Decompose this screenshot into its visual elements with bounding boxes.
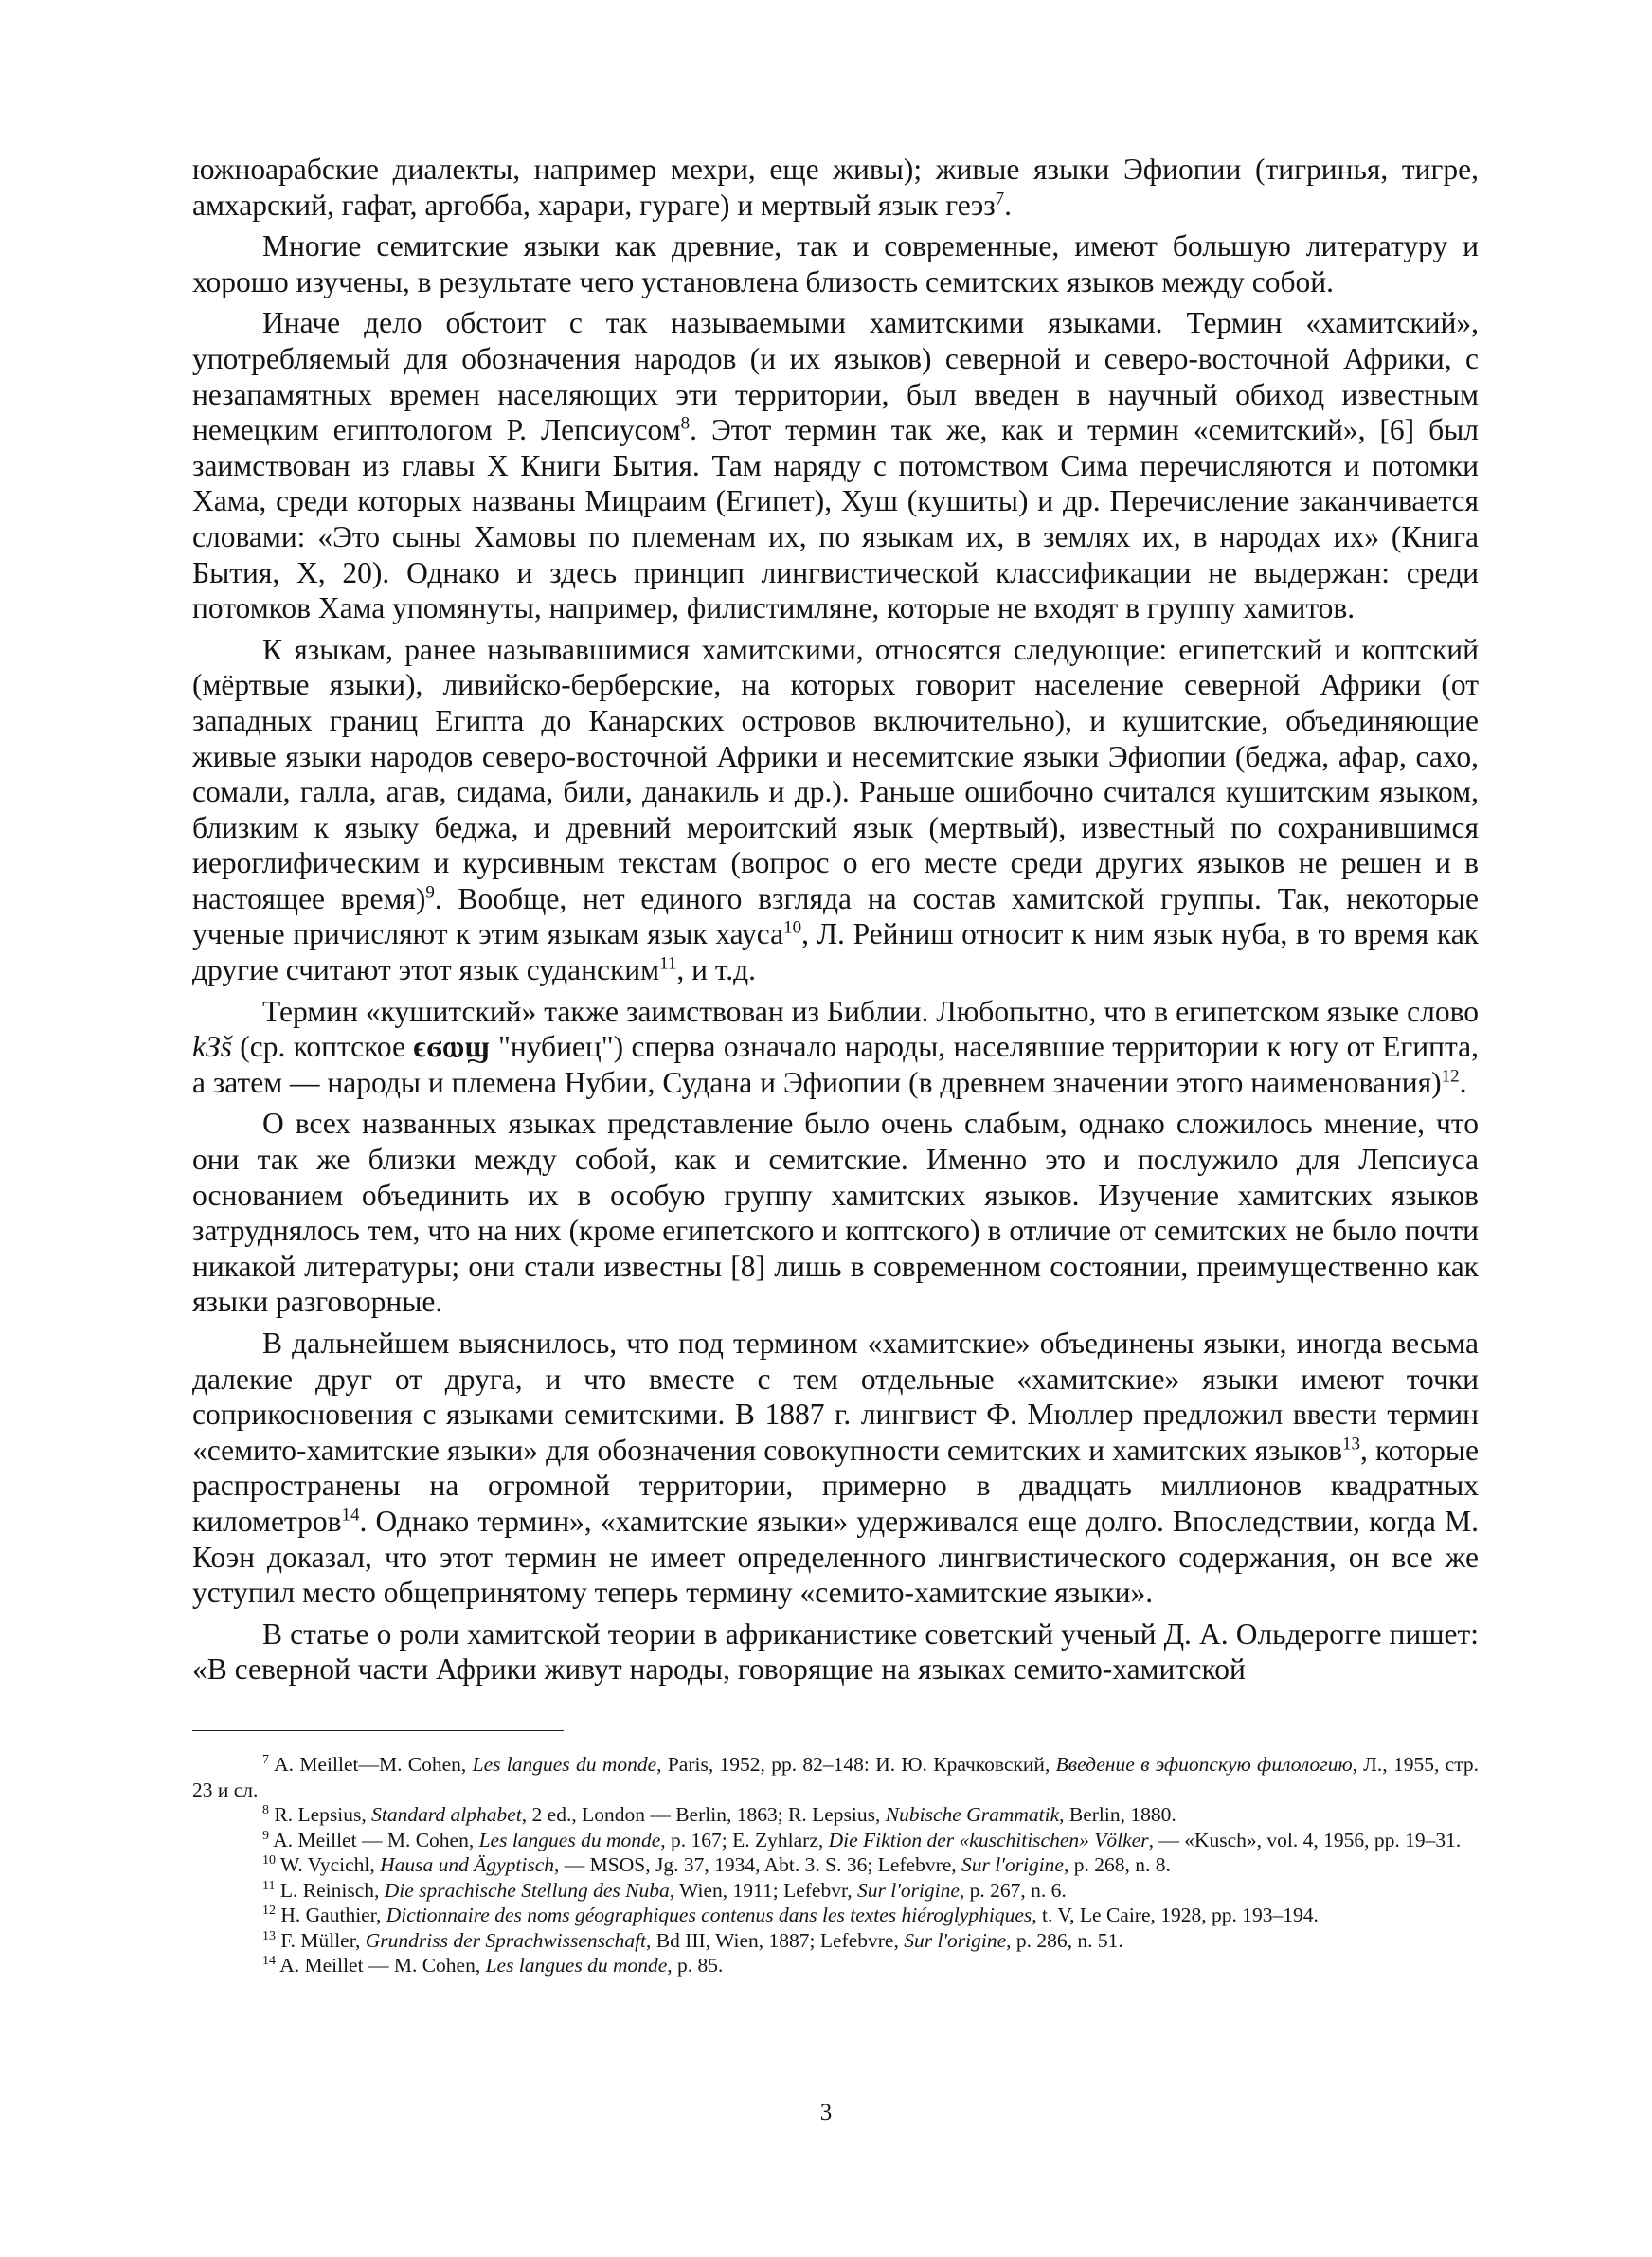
paragraph: В дальнейшем выяснилось, что под термином «хамитские» объединены языки, иногда весьма далекие друг от друга, и что вместе с тем отдельные «хамитские» языки имеют точки соприкосновения с языками семитскими. В 1887 г. лингвист Ф. Мюллер предложил ввести термин «семито-хамитские языки» для обозначения совокупности семитских и хамитских языков$^{13}$, которые распространены на огромной территории, примерно в двадцать миллионов квадратных километров$^{14}$. Однако термин», «хамитские языки» удерживался еще долго. Впоследствии, когда М. Коэн доказал, что этот термин не имеет определенного лингвистического содержания, он все же уступил место общепринятому теперь термину «семито-хамитские языки». (192, 1327, 1479, 1610)
footnotes (192, 1752, 1479, 1978)
footnote: $^9$ A. Meillet — M. Cohen, Les langues du monde, p. 167; E. Zyhlarz, Die Fiktion der «kuschitischen» Völker, — «Kusch», vol. 4, 1956, pp. 19–31. (262, 1828, 1462, 1851)
footnote-number: 10 (262, 1852, 276, 1868)
footnote-number: 8 (262, 1802, 269, 1817)
paragraph: Термин «кушитский» также заимствован из Библии. Любопытно, что в египетском языке слово kЗš (ср. коптское ϵϭⲱϣ "нубиец") сперва означало народы, населявшие территории к югу от Египта, а затем — народы и племена Нубии, Судана и Эфиопии (в древнем значении этого наименования)$^{12}$. (192, 994, 1480, 1099)
footnote-number: 12 (262, 1903, 276, 1918)
transliteration: kЗš (192, 1030, 232, 1064)
footnote-number: 7 (262, 1752, 269, 1767)
footnote-ref[interactable]: 7 (995, 189, 1005, 209)
paragraph: Иначе дело обстоит с так называемыми хамитскими языками. Термин «хамитский», употребляемый для обозначения народов (и их языков) северной и северо-восточной Африки, с незапамятных времен населяющих эти территории, был введен в научный обиход известным немецким египтологом Р. Лепсиусом$^8$. Этот термин так же, как и термин «семитский», [6] был заимствован из главы X Книги Бытия. Там наряду с потомством Сима перечисляются и потомки Хама, среди которых названы Мицраим (Египет), Хуш (кушиты) и др. Перечисление заканчивается словами: «Это сыны Хамовы по племенам их, по языкам их, в землях их, в народах их» (Книга Бытия, X, 20). Однако и здесь принцип лингвистической классификации не выдержан: среди потомков Хама упомянуты, например, филистимляне, которые не входят в группу хамитов. (192, 306, 1479, 625)
footnote-number: 11 (262, 1878, 276, 1893)
footnote-ref[interactable]: 10 (783, 917, 802, 938)
footnote: $^{13}$ F. Müller, Grundriss der Sprachwissenschaft, Bd III, Wien, 1887; Lefebvre, Sur l'origine, p. 286, n. 51. (262, 1928, 1123, 1952)
footnote-number: 14 (262, 1953, 276, 1968)
paragraph: К языкам, ранее называвшимися хамитскими, относятся следующие: египетский и коптский (мёртвые языки), ливийско-берберские, на которых говорит население северной Африки (от западных границ Египта до Канарских островов включительно), и кушитские, объединяющие живые языки народов северо-восточной Африки и несемитские языки Эфиопии (беджа, афар, сахо, сомали, галла, агав, сидама, били, данакиль и др.). Раньше ошибочно считался кушитским языком, близким к языку беджа, и древний мероитский язык (мертвый), известный по сохранившимся иероглифическим и курсивным текстам (вопрос о его месте среди других языков не решен и в настоящее время)$^9$. Вообще, нет единого взгляда на состав хамитской группы. Так, некоторые ученые причисляют к этим языкам язык хауса$^{10}$, Л. Рейниш относит к ним язык нуба, в то время как другие считают этот язык суданским$^{11}$, и т.д. (192, 632, 1479, 987)
page-number: 3 (819, 2100, 833, 2125)
footnote-ref[interactable]: 9 (425, 882, 435, 903)
footnote-ref[interactable]: 14 (341, 1505, 360, 1526)
paragraph: южноарабские диалекты, например мехри, еще живы); живые языки Эфиопии (тигринья, тигре, амхарский, гафат, аргобба, харари, гураге) и мертвый язык геэз$^7$. (192, 153, 1479, 222)
footnote: $^{14}$ A. Meillet — M. Cohen, Les langues du monde, p. 85. (262, 1953, 724, 1977)
footnote: $^{10}$ W. Vycichl, Hausa und Ägyptisch, — MSOS, Jg. 37, 1934, Abt. 3. S. 36; Lefebvre, Sur l'origine, p. 268, n. 8. (262, 1852, 1171, 1876)
footnote-ref[interactable]: 13 (1341, 1434, 1360, 1454)
footnote: $^{12}$ H. Gauthier, Dictionnaire des noms géographiques contenus dans les textes hiéroglyphiques, t. V, Le Caire, 1928, pp. 193–194. (262, 1903, 1319, 1926)
footnote-divider (192, 1730, 564, 1731)
footnote: $^8$ R. Lepsius, Standard alphabet, 2 ed., London — Berlin, 1863; R. Lepsius, Nubische Grammatik, Berlin, 1880. (262, 1802, 1176, 1826)
footnote-ref[interactable]: 8 (680, 413, 691, 434)
footnote-ref[interactable]: 11 (659, 953, 677, 974)
footnote: $^7$ A. Meillet—M. Cohen, Les langues du monde, Paris, 1952, pp. 82–148: И. Ю. Крачковский, Введение в эфиопскую филологию, Л., 1955, стр. 23 и сл. (192, 1752, 1479, 1801)
paragraph: В статье о роли хамитской теории в африканистике советский ученый Д. А. Ольдерогге пишет: «В северной части Африки живут народы, говорящие на языках семито-хамитской (192, 1616, 1479, 1687)
footnote: $^{11}$ L. Reinisch, Die sprachische Stellung des Nuba, Wien, 1911; Lefebvr, Sur l'origine, p. 267, n. 6. (262, 1878, 1067, 1902)
footnote-number: 9 (262, 1828, 269, 1843)
paragraph: О всех названных языках представление было очень слабым, однако сложилось мнение, что они так же близки между собой, как и семитские. Именно это и послужило для Лепсиуса основанием объединить их в особую группу хамитских языков. Изучение хамитских языков затруднялось тем, что на них (кроме египетского и коптского) в отличие от семитских не было почти никакой литературы; они стали известны [8] лишь в современном состоянии, преимущественно как языки разговорные. (192, 1107, 1479, 1319)
coptic-word: ϵϭⲱϣ (413, 1030, 491, 1064)
footnote-ref[interactable]: 12 (1441, 1066, 1460, 1087)
footnote-number: 13 (262, 1928, 276, 1943)
paragraph: Многие семитские языки как древние, так и современные, имеют большую литературу и хорошо изучены, в результате чего установлена близость семитских языков между собой. (192, 229, 1479, 298)
body-text (192, 152, 1479, 1693)
